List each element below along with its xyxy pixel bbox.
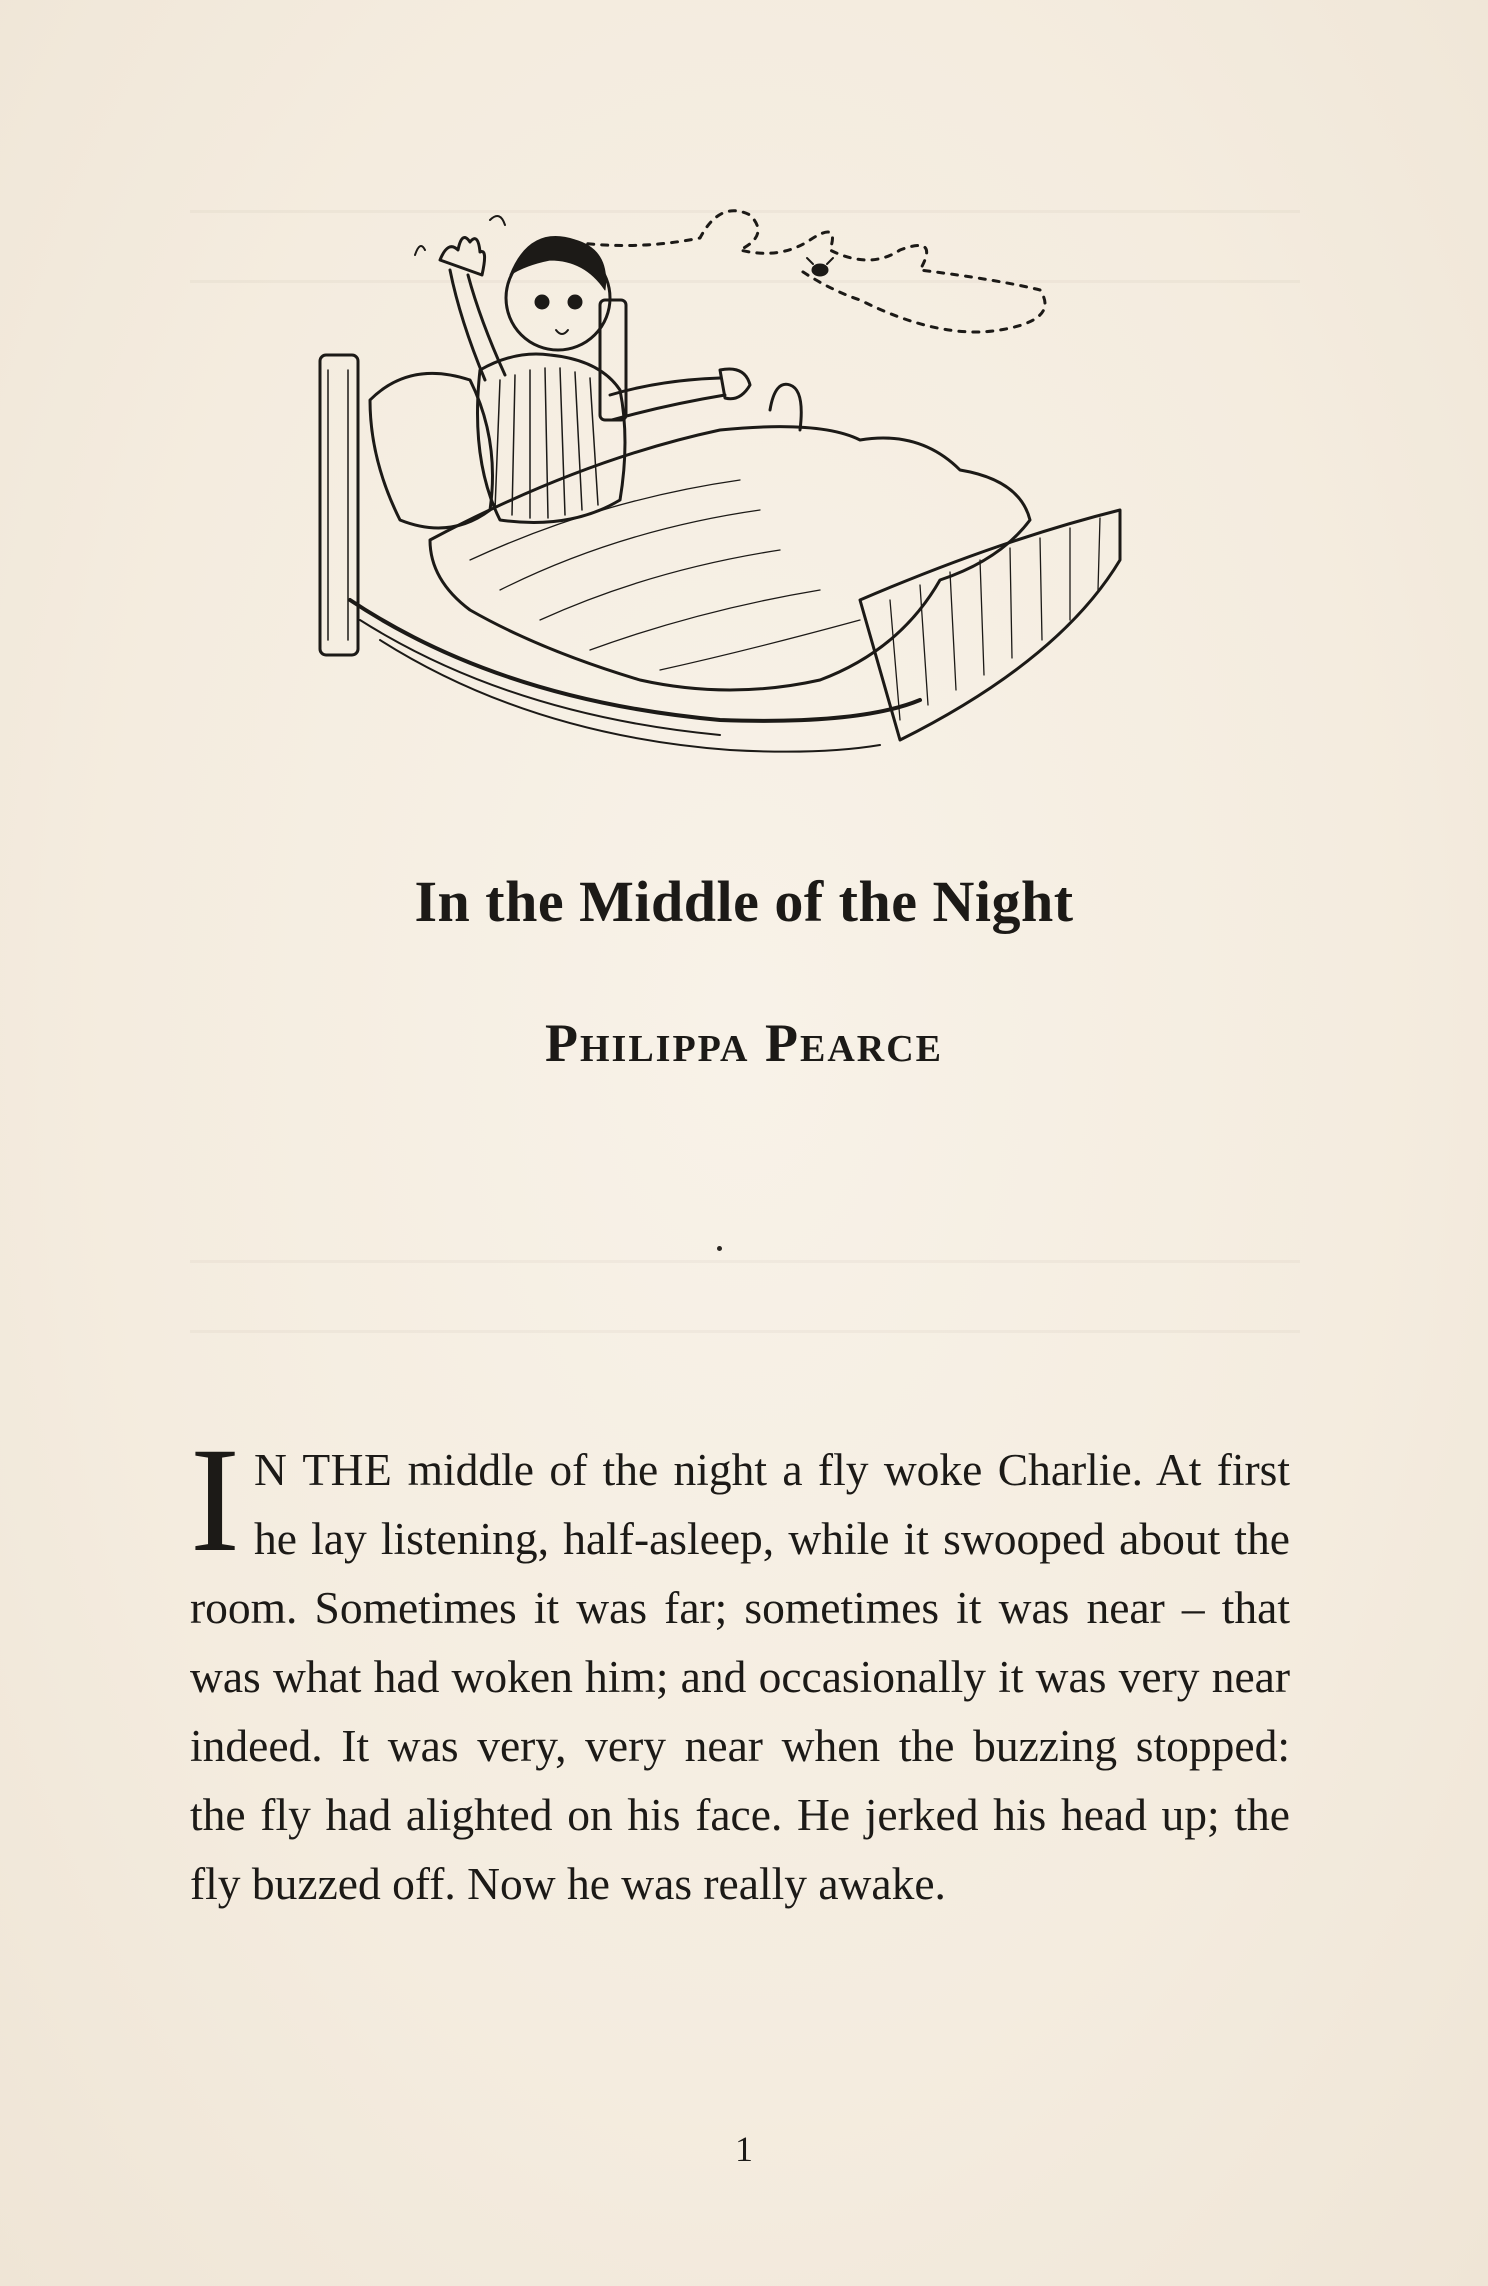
boy-body xyxy=(478,354,626,523)
chapter-title: In the Middle of the Night xyxy=(414,869,1074,934)
pillow xyxy=(370,373,493,528)
ornament-dot xyxy=(717,1246,722,1251)
chapter-author: Philippa Pearce xyxy=(544,1013,943,1073)
boy-foot xyxy=(770,384,801,430)
fly-path xyxy=(560,211,1045,332)
opening-paragraph xyxy=(190,1417,1290,1918)
bleed-through-line xyxy=(190,1330,1300,1333)
page-number: 1 xyxy=(735,2129,753,2169)
bleed-through-line xyxy=(190,1260,1300,1263)
bed-post xyxy=(320,355,358,655)
fly-icon xyxy=(807,258,833,275)
drop-cap: I xyxy=(190,1417,240,1583)
boy-hand xyxy=(440,238,485,276)
boy-in-bed-illustration xyxy=(300,180,1200,800)
lead-in-words: N THE xyxy=(253,1444,393,1495)
paragraph-text: middle of the night a fly woke Charlie. At first he lay listening, half-asleep, while it swooped about the room. Sometimes it was far; sometimes it was near – that was what had woken him; and occasionally it was very near indeed. It was very, very near when the buzzing stopped: the fly had alighted on his face. He jerked his head up; the fly buzzed off. Now he was really awake. xyxy=(190,1444,1290,1909)
